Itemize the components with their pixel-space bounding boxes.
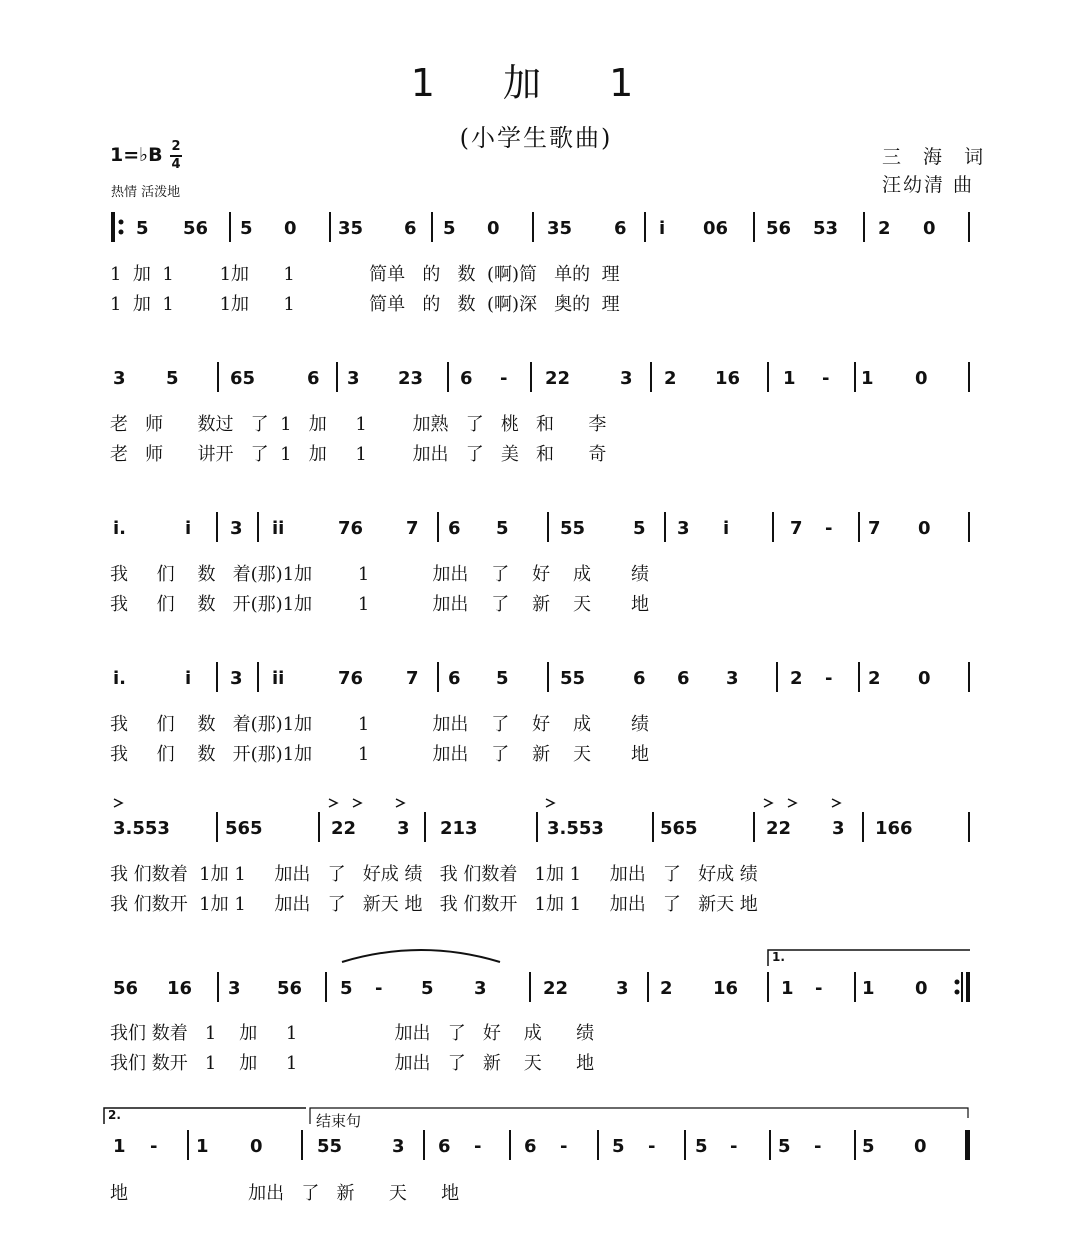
note-token: 56 xyxy=(277,978,303,999)
note-token: 6 xyxy=(614,218,627,239)
repeat-dot xyxy=(119,230,124,235)
note-token: 0 xyxy=(923,218,936,239)
lyric-line-1: 我 们 数 着(那)1加 1 加出 了 好 成 绩 xyxy=(110,714,650,735)
lyric-line-1: 我 们 数 着(那)1加 1 加出 了 好 成 绩 xyxy=(110,564,650,585)
note-token: 0 xyxy=(914,1136,927,1157)
note-token: 6 xyxy=(438,1136,451,1157)
note-token: 5 xyxy=(340,978,353,999)
note-token: 56 xyxy=(183,218,209,239)
note-token: 3 xyxy=(397,818,410,839)
lyric-line-2: 我 们 数 开(那)1加 1 加出 了 新 天 地 xyxy=(110,594,650,615)
note-token: 5 xyxy=(136,218,149,239)
lyric-line-1: 我 们数着 1加 1 加出 了 好成 绩 我 们数着 1加 1 加出 了 好成 绩 xyxy=(110,864,758,885)
note-token: 0 xyxy=(284,218,297,239)
note-token: 7 xyxy=(868,518,881,539)
note-token: 1 xyxy=(781,978,794,999)
note-token: 16 xyxy=(713,978,739,999)
note-token: 16 xyxy=(715,368,741,389)
time-sig-bottom: 4 xyxy=(171,157,181,172)
note-token: i xyxy=(723,518,730,539)
note-token: 3 xyxy=(228,978,241,999)
note-token: 55 xyxy=(560,518,586,539)
note-token: - xyxy=(825,518,833,539)
note-token: 56 xyxy=(113,978,139,999)
note-token: 2 xyxy=(790,668,803,689)
note-token: - xyxy=(648,1136,656,1157)
note-token: i xyxy=(185,518,192,539)
ending-label: 结束句 xyxy=(316,1112,362,1130)
note-token: 6 xyxy=(677,668,690,689)
lyric-line-2: 我 们数开 1加 1 加出 了 新天 地 我 们数开 1加 1 加出 了 新天 地 xyxy=(110,894,758,915)
note-token: 1 xyxy=(861,368,874,389)
note-token: 55 xyxy=(560,668,586,689)
time-signature xyxy=(170,140,182,172)
key-signature: 1=♭B xyxy=(110,144,163,166)
note-token: 5 xyxy=(862,1136,875,1157)
accent-mark xyxy=(546,799,554,807)
note-token: - xyxy=(375,978,383,999)
accent-mark xyxy=(114,799,122,807)
note-token: 3 xyxy=(392,1136,405,1157)
note-token: 3 xyxy=(677,518,690,539)
note-token: i xyxy=(659,218,666,239)
note-token: - xyxy=(730,1136,738,1157)
note-token: 3 xyxy=(113,368,126,389)
note-token: 0 xyxy=(918,518,931,539)
note-token: 06 xyxy=(703,218,729,239)
note-token: 0 xyxy=(487,218,500,239)
note-token: 56 xyxy=(766,218,792,239)
accent-mark xyxy=(764,799,772,807)
note-token: 5 xyxy=(612,1136,625,1157)
note-token: - xyxy=(500,368,508,389)
accent-mark xyxy=(353,799,361,807)
note-token: 5 xyxy=(421,978,434,999)
lyric-line-1: 1 加 1 1加 1 简单 的 数 (啊)简 单的 理 xyxy=(110,264,620,285)
note-token: 565 xyxy=(660,818,698,839)
note-token: 35 xyxy=(338,218,364,239)
note-token: 166 xyxy=(875,818,913,839)
note-token: 3 xyxy=(616,978,629,999)
note-token: 1 xyxy=(862,978,875,999)
ending-bracket xyxy=(310,1108,968,1124)
start-repeat-bar xyxy=(111,212,115,242)
note-token: 3 xyxy=(726,668,739,689)
note-token: 3.553 xyxy=(547,818,604,839)
note-token: 5 xyxy=(695,1136,708,1157)
note-token: - xyxy=(814,1136,822,1157)
note-token: 6 xyxy=(404,218,417,239)
repeat-dot xyxy=(955,980,960,985)
composer-credit: 汪幼清 曲 xyxy=(882,174,975,196)
accent-mark xyxy=(396,799,404,807)
note-token: 22 xyxy=(331,818,357,839)
note-token: 2 xyxy=(878,218,891,239)
note-token: 23 xyxy=(398,368,424,389)
lyric-line-1: 我们 数着 1 加 1 加出 了 好 成 绩 xyxy=(110,1023,595,1044)
note-token: 3 xyxy=(620,368,633,389)
note-token: 6 xyxy=(448,518,461,539)
repeat-dot xyxy=(119,220,124,225)
note-token: ii xyxy=(272,518,285,539)
note-token: 6 xyxy=(524,1136,537,1157)
accent-mark xyxy=(788,799,796,807)
lyricist-credit: 三 海 词 xyxy=(882,146,992,168)
note-token: 0 xyxy=(915,368,928,389)
note-token: 6 xyxy=(307,368,320,389)
note-token: 5 xyxy=(496,518,509,539)
note-token: 5 xyxy=(633,518,646,539)
note-token: 5 xyxy=(443,218,456,239)
note-token: ii xyxy=(272,668,285,689)
note-token: 7 xyxy=(790,518,803,539)
note-token: 7 xyxy=(406,668,419,689)
note-token: - xyxy=(150,1136,158,1157)
note-token: 3 xyxy=(230,668,243,689)
note-token: 5 xyxy=(240,218,253,239)
note-token: 53 xyxy=(813,218,839,239)
note-token: 6 xyxy=(460,368,473,389)
lyric-line-2: 老 师 讲开 了 1 加 1 加出 了 美 和 奇 xyxy=(110,444,607,465)
tempo-marking: 热情 活泼地 xyxy=(111,185,181,200)
accent-mark xyxy=(832,799,840,807)
volta-label-1: 1. xyxy=(772,950,785,964)
note-token: 22 xyxy=(766,818,792,839)
lyric-line-2: 我们 数开 1 加 1 加出 了 新 天 地 xyxy=(110,1053,595,1074)
note-token: 1 xyxy=(783,368,796,389)
note-token: 5 xyxy=(496,668,509,689)
note-token: 213 xyxy=(440,818,478,839)
volta-bracket-2 xyxy=(104,1108,306,1124)
note-token: - xyxy=(825,668,833,689)
note-token: 3 xyxy=(474,978,487,999)
note-token: - xyxy=(815,978,823,999)
note-token: 0 xyxy=(250,1136,263,1157)
time-sig-top: 2 xyxy=(171,139,181,154)
note-token: 6 xyxy=(633,668,646,689)
note-token: 1 xyxy=(196,1136,209,1157)
note-token: 3 xyxy=(832,818,845,839)
lyric-line-2: 我 们 数 开(那)1加 1 加出 了 新 天 地 xyxy=(110,744,650,765)
note-token: - xyxy=(822,368,830,389)
note-token: i. xyxy=(113,668,127,689)
note-token: 22 xyxy=(543,978,569,999)
note-token: 0 xyxy=(918,668,931,689)
note-token: i. xyxy=(113,518,127,539)
note-token: 2 xyxy=(660,978,673,999)
note-token: 35 xyxy=(547,218,573,239)
song-subtitle: (小学生歌曲) xyxy=(459,124,613,152)
volta-label-2: 2. xyxy=(108,1108,121,1122)
note-token: 3.553 xyxy=(113,818,170,839)
note-token: 16 xyxy=(167,978,193,999)
note-token: 2 xyxy=(868,668,881,689)
note-token: 55 xyxy=(317,1136,343,1157)
note-token: 65 xyxy=(230,368,256,389)
lyric-line-2: 1 加 1 1加 1 简单 的 数 (啊)深 奥的 理 xyxy=(110,294,620,315)
end-repeat-bar xyxy=(966,972,970,1002)
song-title: 1 加 1 xyxy=(410,61,662,105)
note-token: 3 xyxy=(230,518,243,539)
note-token: 7 xyxy=(406,518,419,539)
note-token: 22 xyxy=(545,368,571,389)
lyric-line-1: 老 师 数过 了 1 加 1 加熟 了 桃 和 李 xyxy=(110,414,607,435)
note-token: 1 xyxy=(113,1136,126,1157)
note-token: 0 xyxy=(915,978,928,999)
note-token: i xyxy=(185,668,192,689)
phrase-slur xyxy=(342,950,500,962)
note-token: 3 xyxy=(347,368,360,389)
final-barline xyxy=(966,1130,970,1160)
note-token: - xyxy=(560,1136,568,1157)
accent-mark xyxy=(329,799,337,807)
note-token: 5 xyxy=(778,1136,791,1157)
lyric-line-1: 地 加出 了 新 天 地 xyxy=(110,1183,460,1204)
note-token: 5 xyxy=(166,368,179,389)
volta-bracket-1 xyxy=(768,950,970,966)
note-token: 2 xyxy=(664,368,677,389)
note-token: 76 xyxy=(338,518,364,539)
note-token: 565 xyxy=(225,818,263,839)
note-token: 6 xyxy=(448,668,461,689)
note-token: - xyxy=(474,1136,482,1157)
note-token: 76 xyxy=(338,668,364,689)
repeat-dot xyxy=(955,990,960,995)
